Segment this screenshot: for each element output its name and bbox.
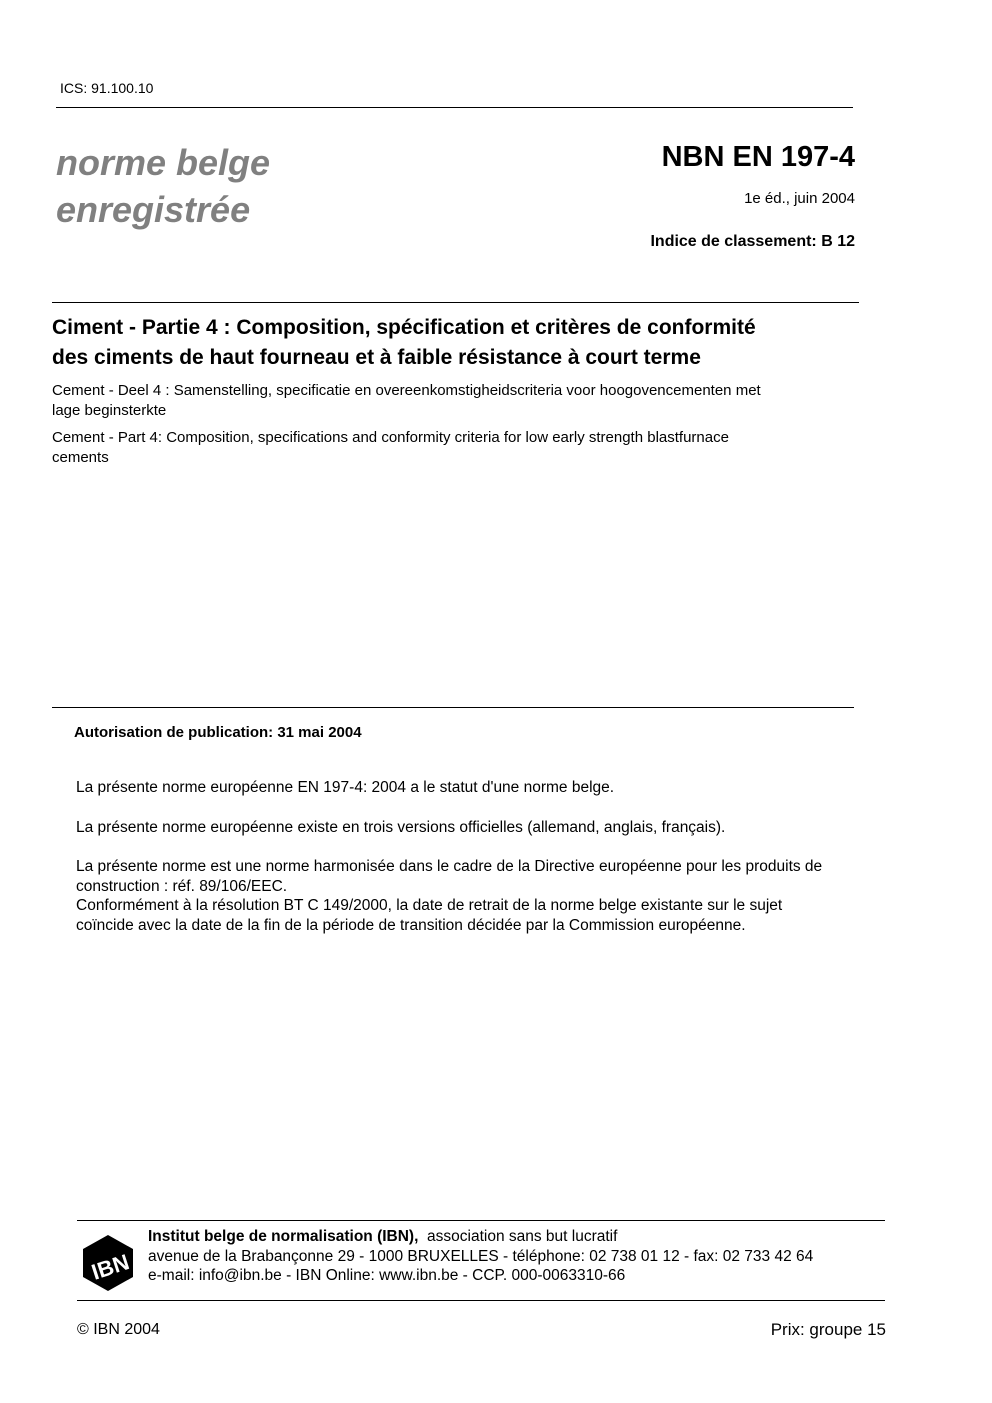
ibn-logo-lettering: IBN [88, 1249, 133, 1285]
top-divider [56, 107, 853, 108]
title-dutch-line1: Cement - Deel 4 : Samenstelling, specificatie en overeenkomstigheidscriteria voor hoogovencementen met [52, 382, 761, 399]
paragraph-harmonised-line4: coïncide avec la date de la fin de la période de transition décidée par la Commission européenne. [76, 916, 746, 934]
ics-code: ICS: 91.100.10 [60, 80, 154, 96]
institute-address: avenue de la Brabançonne 29 - 1000 BRUXELLES - téléphone: 02 738 01 12 - fax: 02 733 42 64 [148, 1247, 814, 1265]
institute-contact: e-mail: info@ibn.be - IBN Online: www.ibn.be - CCP. 000-0063310-66 [148, 1267, 626, 1284]
norm-type-line1: norme belge [56, 142, 271, 183]
paragraph-harmonised-line1: La présente norme est une norme harmonisée dans le cadre de la Directive européenne pour les produits de [76, 858, 823, 875]
copyright: © IBN 2004 [77, 1321, 160, 1338]
paragraph-status: La présente norme européenne EN 197-4: 2004 a le statut d'une norme belge. [76, 779, 615, 796]
title-dutch-line2: lage beginsterkte [52, 402, 167, 419]
paragraph-versions: La présente norme européenne existe en trois versions officielles (allemand, anglais, français). [76, 819, 726, 836]
norm-type-line2: enregistrée [56, 189, 251, 230]
institute-name: Institut belge de normalisation (IBN), [148, 1228, 419, 1245]
title-english-line1: Cement - Part 4: Composition, specifications and conformity criteria for low early strength blastfurnace [52, 429, 729, 446]
title-french-line1: Ciment - Partie 4 : Composition, spécification et critères de conformité [52, 316, 756, 339]
institute-info [148, 1227, 813, 1286]
paragraph-harmonised-line3: Conformément à la résolution BT C 149/2000, la date de retrait de la norme belge existante sur le sujet [76, 897, 783, 914]
title-french [52, 313, 872, 373]
ibn-logo [82, 1234, 134, 1292]
edition-date: 1e éd., juin 2004 [744, 190, 855, 207]
body-divider [52, 707, 854, 708]
standard-code: NBN EN 197-4 [661, 141, 855, 173]
paragraph-harmonised [76, 857, 896, 935]
institute-suffix: association sans but lucratif [427, 1228, 618, 1245]
classification-index: Indice de classement: B 12 [650, 233, 855, 250]
title-english-line2: cements [52, 449, 109, 466]
price-group: Prix: groupe 15 [770, 1320, 886, 1339]
footer-top-divider [77, 1220, 885, 1221]
title-french-line2: des ciments de haut fourneau et à faible résistance à court terme [52, 346, 701, 369]
title-dutch [52, 381, 872, 421]
publication-authorization: Autorisation de publication: 31 mai 2004 [74, 724, 362, 741]
footer-bottom-divider [77, 1300, 885, 1301]
title-english [52, 428, 872, 468]
title-divider [52, 302, 859, 303]
paragraph-harmonised-line2: construction : réf. 89/106/EEC. [76, 877, 288, 895]
institute-name-line [148, 1227, 813, 1247]
